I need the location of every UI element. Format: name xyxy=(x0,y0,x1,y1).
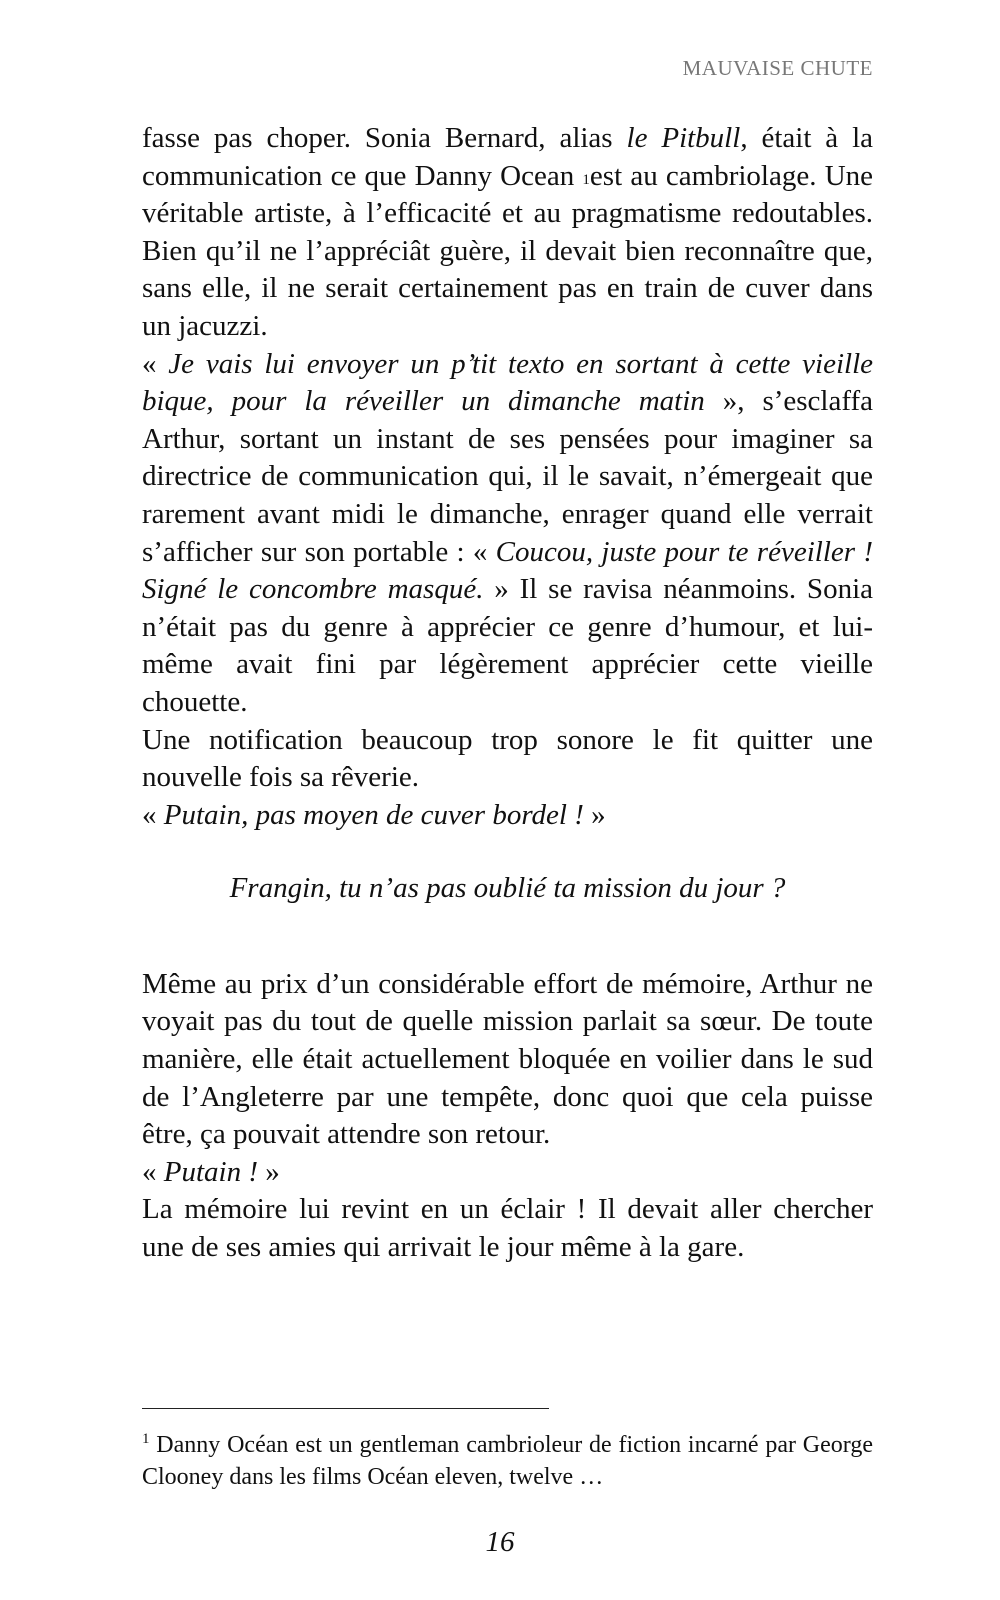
p2-text-c: », s’esclaffa Arthur, sortant un instant de ses pensées pour imaginer sa directrice de communication qui, il le savait, n’émergeait que rarement avant midi le dimanche, enrager quand elle verrait s’afficher sur son portable : « xyxy=(142,385,873,568)
p2-text-a: « xyxy=(142,347,169,380)
p4-italic: Putain, pas moyen de cuver bordel ! xyxy=(163,798,584,831)
p2-text-e: » Il se ravisa néanmoins. Sonia n’était pas du genre à apprécier ce genre d’humour, et lui-même avait fini par légèrement apprécier cette vieille chouette. xyxy=(142,573,873,718)
p7-text-c: » xyxy=(258,1155,280,1188)
p2-italic-d: Coucou, juste pour te réveiller ! Signé le concombre masqué. xyxy=(142,535,873,606)
paragraph-7 xyxy=(142,1154,873,1192)
paragraph-8: La mémoire lui revint en un éclair ! Il devait aller chercher une de ses amies qui arrivait le jour même à la gare. xyxy=(142,1193,873,1264)
footnote-reference[interactable]: 1 xyxy=(582,171,590,188)
running-header: MAUVAISE CHUTE xyxy=(682,56,873,80)
footnote-text: Danny Océan est un gentleman cambrioleur de fiction incarné par George Clooney dans les films Océan eleven, twelve … xyxy=(142,1432,873,1490)
body-text xyxy=(142,120,873,1267)
page-number: 16 xyxy=(485,1526,515,1558)
paragraph-6: Même au prix d’un considérable effort de mémoire, Arthur ne voyait pas du tout de quelle mission parlait sa sœur. De toute manière, elle était actuellement bloquée en voilier dans le sud de l’Angleterre par une tempête, donc quoi que cela puisse être, ça pouvait attendre son retour. xyxy=(142,967,873,1151)
p1-text-d: est au cambriolage. Une véritable artiste, à l’efficacité et au pragmatisme redoutables. Bien qu’il ne l’appréciât guère, il devait bien reconnaître que, sans elle, il ne serait certainement pas en train de cuver dans un jacuzzi. xyxy=(142,159,874,342)
p7-italic: Putain ! xyxy=(163,1155,258,1188)
footnote xyxy=(142,1423,873,1493)
paragraph-1 xyxy=(142,120,873,346)
p7-text-a: « xyxy=(142,1155,164,1188)
text-message: Frangin, tu n’as pas oublié ta mission du jour ? xyxy=(229,872,786,905)
p4-text-c: » xyxy=(583,798,606,831)
paragraph-2 xyxy=(142,346,873,722)
footnote-separator xyxy=(142,1408,549,1409)
p1-italic: le Pitbull xyxy=(626,122,741,154)
paragraph-4 xyxy=(142,797,873,835)
footnote-marker: 1 xyxy=(142,1431,150,1447)
p2-italic-b: Je vais lui envoyer un p’tit texto en sortant à cette vieille bique, pour la réveiller un dimanche matin xyxy=(142,347,873,418)
paragraph-3: Une notification beaucoup trop sonore le fit quitter une nouvelle fois sa rêverie. xyxy=(142,723,873,794)
p1-text-a: fasse pas choper. Sonia Bernard, alias xyxy=(142,122,627,154)
p1-text-c: , était à la communication ce que Danny Ocean xyxy=(142,122,874,192)
p4-text-a: « xyxy=(142,798,164,831)
